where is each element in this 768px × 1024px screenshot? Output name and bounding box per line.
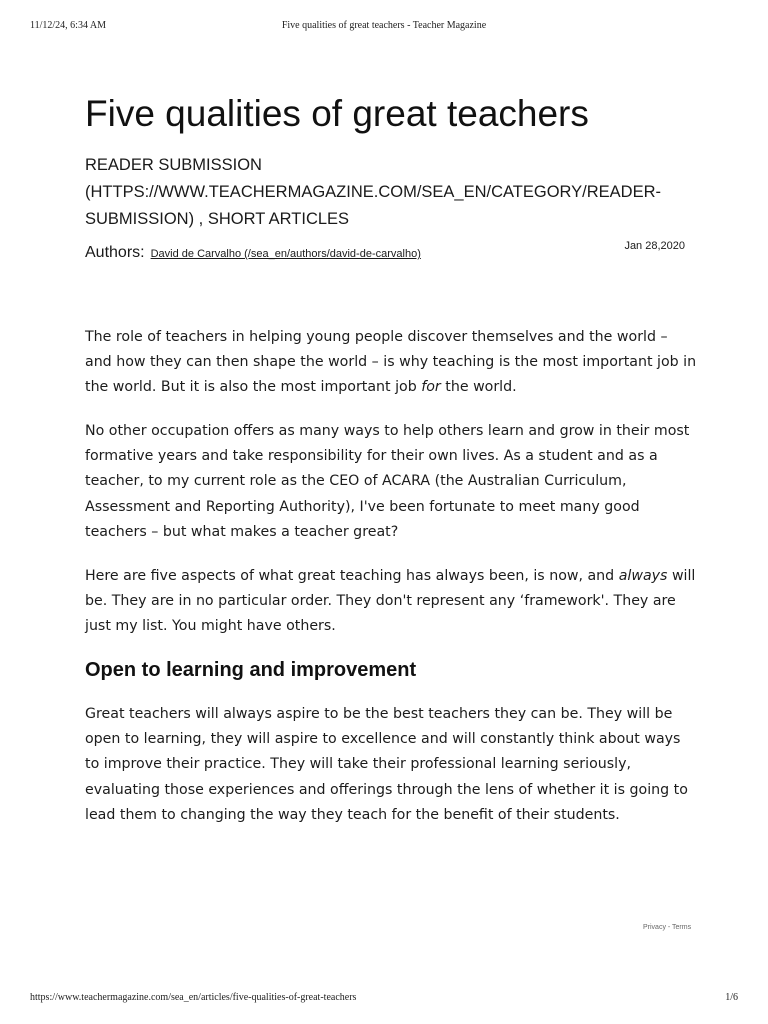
paragraph-3-end: will be. They are in no particular order. They don't represent any ‘framework'. They are just my list. You might have others. — [85, 568, 696, 635]
section-heading: Open to learning and improvement — [85, 659, 417, 681]
paragraph-1-end: the world. — [440, 379, 517, 396]
paragraph-1-emphasis: for — [421, 379, 441, 396]
author-link[interactable]: David de Carvalho (/sea_en/authors/david-de-carvalho) — [150, 248, 421, 260]
category-line[interactable]: (HTTPS://WWW.TEACHERMAGAZINE.COM/SEA_EN/CATEGORY/READER- — [85, 183, 662, 201]
article-title: Five qualities of great teachers — [85, 93, 589, 134]
print-datetime: 11/12/24, 6:34 AM — [30, 20, 107, 31]
print-footer — [30, 992, 738, 1006]
paragraph-2: No other occupation offers as many ways to help others learn and grow in their most formative years and take responsibility for their own lives. As a student and as a teacher, to my current role as the CEO of ACARA (the Australian Curriculum, Assessment and Reporting Authority), I've been fortunate to meet many good teachers – but what makes a teacher great? — [85, 423, 690, 540]
print-url: https://www.teachermagazine.com/sea_en/articles/five-qualities-of-great-teachers — [30, 992, 357, 1003]
authors-label: Authors: — [85, 244, 145, 261]
category-line[interactable]: SUBMISSION) , SHORT ARTICLES — [85, 210, 350, 228]
paragraph-3-emphasis: always — [618, 568, 668, 584]
publish-date: Jan 28,2020 — [624, 240, 685, 252]
paragraph-3-text: Here are five aspects of what great teaching has always been, is now, and — [85, 568, 619, 584]
print-page-title: Five qualities of great teachers - Teacher Magazine — [281, 20, 487, 31]
print-page-number: 1/6 — [725, 992, 738, 1003]
paragraph-4: Great teachers will always aspire to be the best teachers they can be. They will be open to learning, they will aspire to excellence and will constantly think about ways to improve their practice. They will take their professional learning seriously, evaluating those experiences and offerings through the lens of whether it is going to lead them to changing the way they teach for the benefit of their students. — [85, 706, 688, 823]
print-header — [30, 20, 738, 34]
article-categories — [85, 152, 697, 233]
privacy-terms-link[interactable]: Privacy - Terms — [643, 924, 692, 931]
category-line[interactable]: READER SUBMISSION — [85, 156, 262, 174]
paragraph-1-text: The role of teachers in helping young people discover themselves and the world – and how they can then shape the world – is why teaching is the most important job in the world. But it is also the most important job — [85, 329, 697, 396]
paragraph-1 — [85, 325, 697, 401]
paragraph-3 — [85, 564, 697, 640]
authors-row — [85, 244, 697, 270]
